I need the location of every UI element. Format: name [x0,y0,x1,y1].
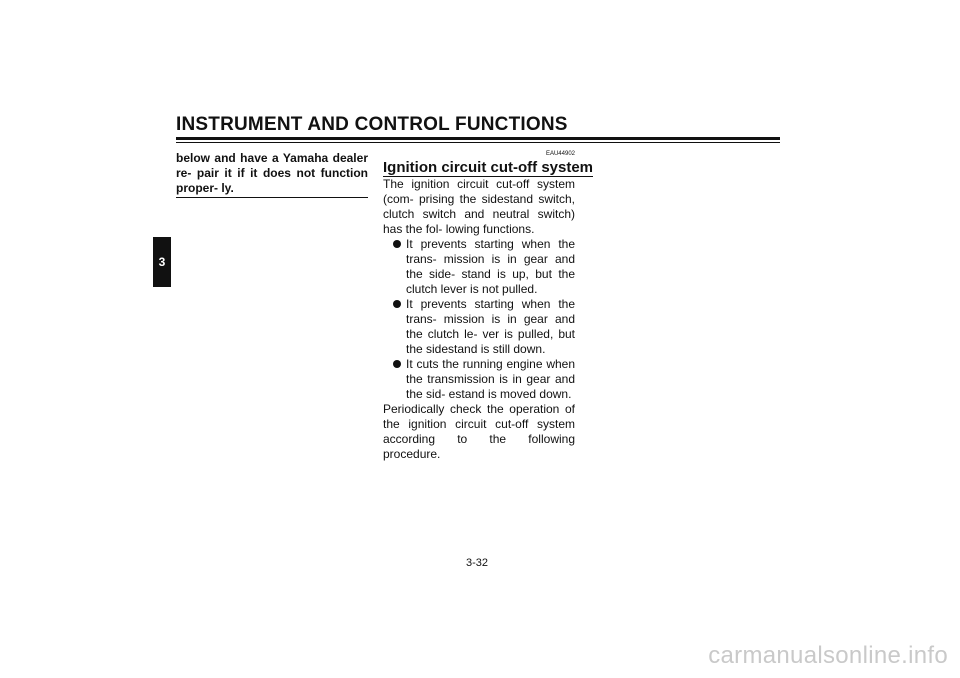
site-watermark: carmanualsonline.info [708,642,948,669]
header-rule-thick [176,137,780,140]
section-title: Ignition circuit cut-off system [383,159,594,176]
page-header-title: INSTRUMENT AND CONTROL FUNCTIONS [176,114,568,135]
function-list [383,237,575,402]
list-item [383,237,575,297]
bullet-dot-icon [393,360,401,368]
list-item-text: It cuts the running engine when the transmission is in gear and the sid- estand is moved down. [406,357,575,401]
chapter-tab [153,237,171,287]
left-column-rule [176,197,368,198]
list-item-text: It prevents starting when the trans- mission is in gear and the side- stand is up, but the clutch lever is not pulled. [406,237,575,296]
list-item-text: It prevents starting when the trans- mission is in gear and the clutch le- ver is pulled, but the sidestand is still down. [406,297,575,356]
bullet-dot-icon [393,240,401,248]
intro-paragraph: The ignition circuit cut-off system (com- prising the sidestand switch, clutch switch and neutral switch) has the fol- lowing functions. [383,177,575,236]
left-column [176,151,368,196]
chapter-number: 3 [158,255,166,269]
warning-continuation-text: below and have a Yamaha dealer re- pair it if it does not function proper- ly. [176,151,368,195]
section-code: EAU44902 [545,151,575,157]
bullet-dot-icon [393,300,401,308]
right-column [383,151,594,462]
closing-paragraph: Periodically check the operation of the ignition circuit cut-off system according to the following procedure. [383,402,575,461]
page-number: 3-32 [466,557,489,569]
header-rule-thin [176,142,780,143]
list-item [383,297,575,357]
list-item [383,357,575,402]
